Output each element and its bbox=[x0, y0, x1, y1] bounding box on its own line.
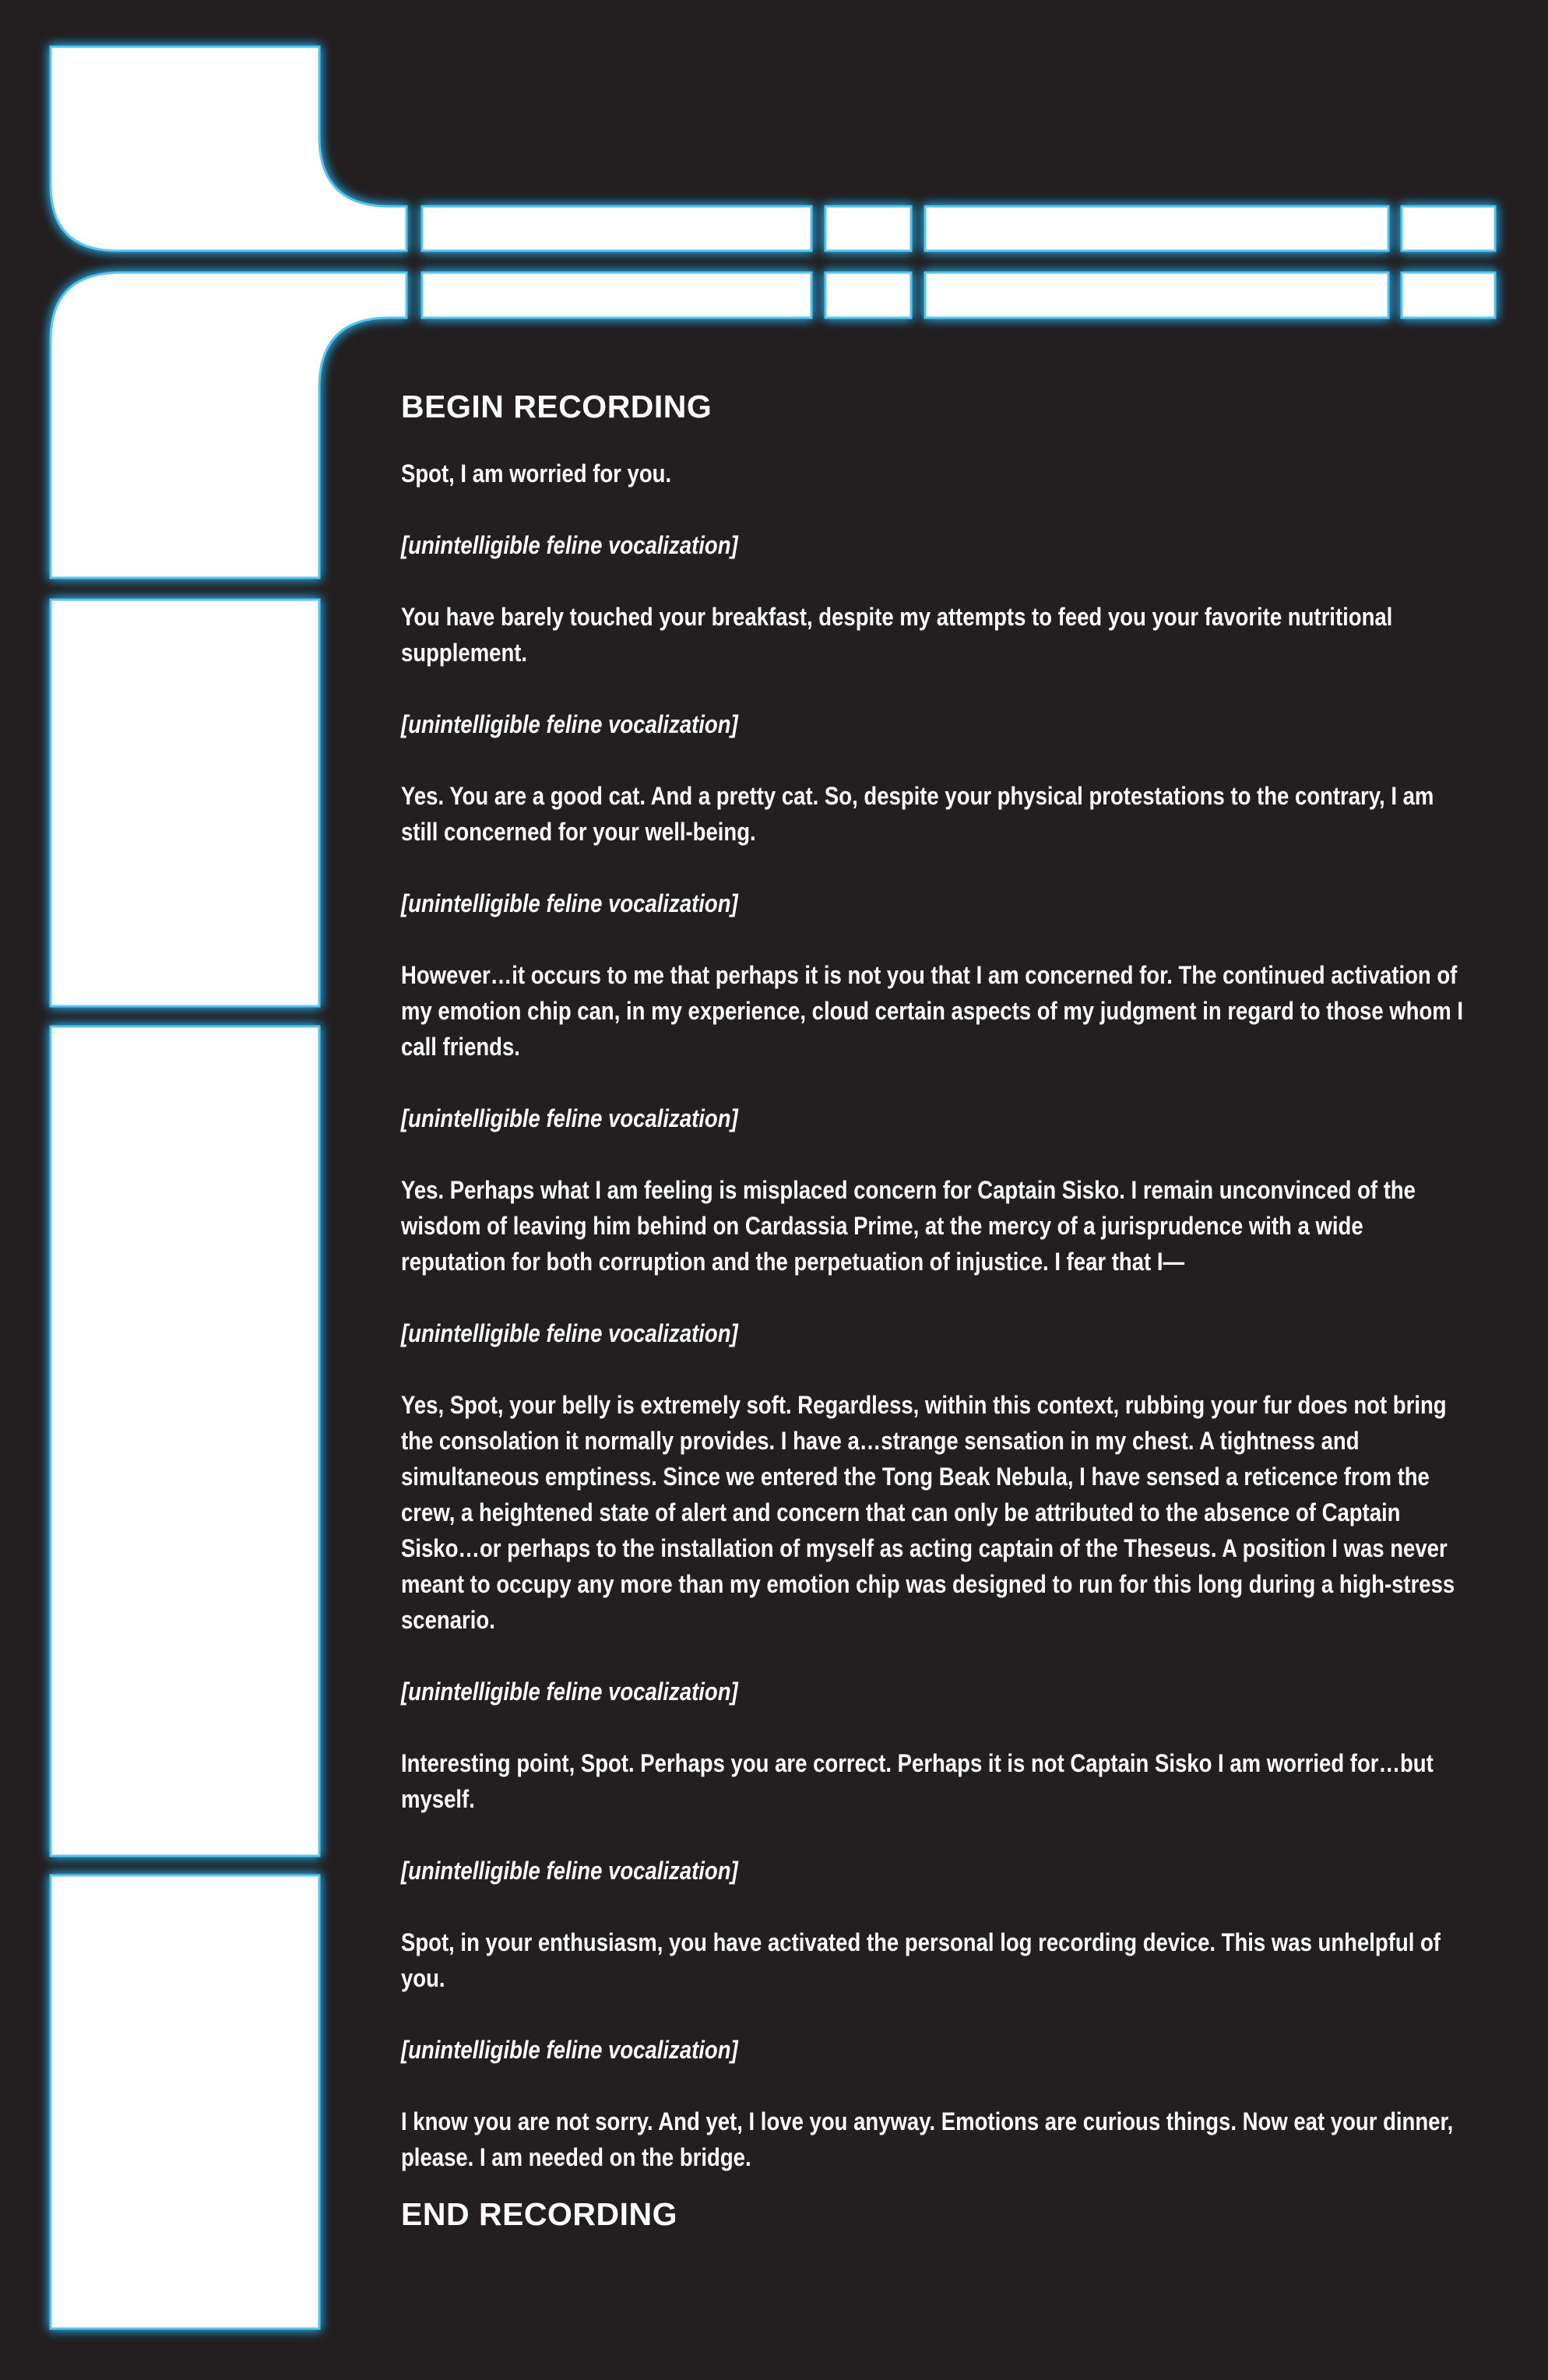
log-entry-sound: [unintelligible feline vocalization] bbox=[401, 1104, 738, 1133]
begin-recording-heading: BEGIN RECORDING bbox=[401, 389, 712, 424]
left-column-panel-1 bbox=[51, 600, 319, 1006]
log-entry-sound: [unintelligible feline vocalization] bbox=[401, 2036, 738, 2065]
log-entry-speech: You have barely touched your breakfast, despite my attempts to feed you your favorite nutritional supplement. bbox=[401, 603, 1393, 667]
top-elbow-panel bbox=[51, 47, 406, 251]
log-entry-sound: [unintelligible feline vocalization] bbox=[401, 1857, 738, 1885]
log-entry-speech: Interesting point, Spot. Perhaps you are correct. Perhaps it is not Captain Sisko I am worried for…but myself. bbox=[401, 1749, 1434, 1814]
end-recording-heading: END RECORDING bbox=[401, 2196, 678, 2233]
log-entry-speech: I know you are not sorry. And yet, I love you anyway. Emotions are curious things. Now eat your dinner, please. I am needed on the bridge. bbox=[401, 2107, 1454, 2172]
log-transcript bbox=[401, 388, 1469, 2234]
log-entry-speech: Yes. You are a good cat. And a pretty cat. So, despite your physical protestations to the contrary, I am still concerned for your well-being. bbox=[401, 782, 1434, 847]
second-bar-segment-3 bbox=[925, 273, 1388, 318]
log-entry-speech: Spot, in your enthusiasm, you have activated the personal log recording device. This was unhelpful of you. bbox=[401, 1928, 1441, 1993]
log-entry-sound: [unintelligible feline vocalization] bbox=[401, 531, 738, 560]
log-entry-sound: [unintelligible feline vocalization] bbox=[401, 1319, 738, 1348]
log-entry-sound: [unintelligible feline vocalization] bbox=[401, 889, 738, 918]
top-bar-segment-2 bbox=[825, 206, 911, 251]
second-bar-segment-2 bbox=[825, 273, 911, 318]
second-bar-segment-1 bbox=[422, 273, 811, 318]
top-bar-segment-4 bbox=[1402, 206, 1495, 251]
log-entry-speech: Yes. Perhaps what I am feeling is misplaced concern for Captain Sisko. I remain unconvinced of the wisdom of leaving him behind on Cardassia Prime, at the mercy of a jurisprudence with a wide reputation for both corruption and the perpetuation of injustice. I fear that I— bbox=[401, 1176, 1416, 1276]
top-bar-segment-1 bbox=[422, 206, 811, 251]
left-column-panel-3 bbox=[51, 1875, 319, 2329]
top-bar-segment-3 bbox=[925, 206, 1388, 251]
second-bar-segment-4 bbox=[1402, 273, 1495, 318]
log-entry-sound: [unintelligible feline vocalization] bbox=[401, 710, 738, 739]
log-entry-speech: Yes, Spot, your belly is extremely soft. Regardless, within this context, rubbing your fur does not bring the consolation it normally provides. I have a…strange sensation in my chest. A tightness and simultaneous emptiness. Since we entered the Tong Beak Nebula, I have sensed a reticence from the crew, a heightened state of alert and concern that can only be attributed to the absence of Captain Sisko…or perhaps to the installation of myself as acting captain of the Theseus. A position I was never meant to occupy any more than my emotion chip was designed to run for this long during a high-stress scenario. bbox=[401, 1391, 1455, 1635]
log-entry-sound: [unintelligible feline vocalization] bbox=[401, 1678, 738, 1706]
log-entry-speech: Spot, I am worried for you. bbox=[401, 459, 672, 488]
log-entry-speech: However…it occurs to me that perhaps it is not you that I am concerned for. The continued activation of my emotion chip can, in my experience, cloud certain aspects of my judgment in regard to those whom I call friends. bbox=[401, 961, 1464, 1061]
second-elbow-panel bbox=[51, 273, 406, 578]
left-column-panel-2 bbox=[51, 1026, 319, 1856]
